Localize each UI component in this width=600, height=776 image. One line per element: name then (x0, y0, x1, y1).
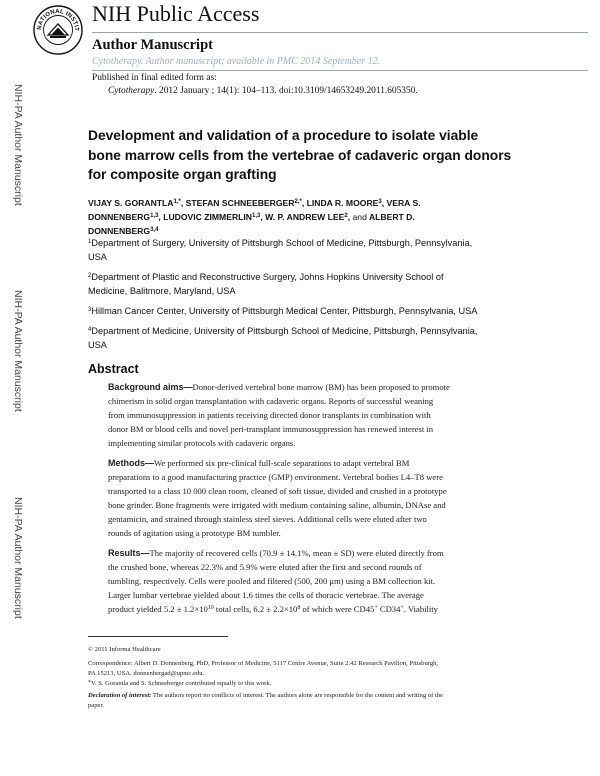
declaration-line-2: paper. (88, 702, 104, 709)
copyright-notice: © 2011 Informa Healthcare (88, 646, 161, 653)
author-sup: 1,3 (252, 213, 261, 219)
text-run: product yielded 5.2 ± 1.2×10 (108, 604, 208, 614)
sidebar-label-2: NIH-PA Author Manuscript (12, 290, 24, 412)
citation-line (108, 86, 418, 96)
author-name: LINDA R. MOORE (306, 198, 379, 208)
paragraph-line: Donor-derived vertebral bone marrow (BM) has been proposed to promote (192, 382, 450, 392)
published-in-label: Published in final edited form as: (92, 73, 217, 83)
paper-title (88, 126, 511, 185)
author-sup: 1,3 (150, 213, 159, 219)
text-run: CD34 (377, 604, 401, 614)
background-section (108, 380, 528, 450)
results-section (108, 546, 528, 616)
author-name: LUDOVIC ZIMMERLIN (163, 212, 252, 222)
paragraph-line: from immunosuppression in patients receiving directed donor transplants in combination with (108, 410, 431, 420)
footnote-rule (88, 636, 228, 637)
affiliation-text: USA (88, 340, 107, 350)
paragraph-line: donor BM or blood cells and novel peri-transplant immunosuppression has renewed interest in (108, 424, 434, 434)
background-label: Background aims— (108, 382, 193, 392)
affiliation-text: Department of Surgery, University of Pittsburgh School of Medicine, Pittsburgh, Pennsylvania, (91, 238, 473, 248)
citation-details: . 2012 January ; 14(1): 104–113. doi:10.3109/14653249.2011.605350. (154, 86, 418, 96)
title-line-2: bone marrow cells from the vertebrae of cadaveric organ donors (88, 147, 512, 163)
affiliation-text: Department of Medicine, University of Pittsburgh School of Medicine, Pittsburgh, Pennsylvania, (91, 326, 478, 336)
affiliations (88, 236, 588, 352)
affiliation-text: Hillman Cancer Center, University of Pittsburgh Medical Center, Pittsburgh, Pennsylvania, USA (91, 306, 478, 316)
affiliation-4 (88, 324, 588, 352)
results-label: Results— (108, 548, 150, 558)
affiliation-2 (88, 270, 588, 298)
title-line-3: for composite organ grafting (88, 167, 277, 182)
paragraph-line: The majority of recovered cells (70.9 ± 14.1%, mean ± SD) were eluted directly from (149, 548, 444, 558)
declaration-line-1 (88, 691, 593, 701)
affiliation-text: USA (88, 252, 107, 262)
paragraph-line: We performed six pre-clinical full-scale separations to adapt vertebral BM (154, 458, 410, 468)
author-name: DONNENBERG (88, 212, 151, 222)
footnotes (88, 645, 593, 711)
paragraph-line: chimerism in solid organ transplantation with cadaveric organs. Reports of successful weaning (108, 396, 434, 406)
journal-availability-note: Cytotherapy. Author manuscript; available in PMC 2014 September 12. (92, 56, 381, 67)
text-run: V. S. Gorantla and S. Schneeberger contributed equally to this work. (91, 680, 272, 687)
paragraph-line (108, 602, 528, 616)
paragraph-line: Larger lumbar vertebrae yielded about 1.6 times the cells of thoracic vertebrae. The average (108, 590, 424, 600)
abstract-heading: Abstract (88, 362, 139, 376)
author-sup: 1,* (173, 199, 181, 205)
author-line-1: VIJAY S. $GORANTLA^{1,*}$, STEFAN $SCHNEEBERGER^{2,*}$, LINDA R. MOORE$^3$, VERA S. (88, 198, 421, 208)
author-name: ALBERT D. (368, 212, 415, 222)
equal-contribution-note (88, 679, 593, 689)
affiliation-num: 3 (88, 307, 92, 313)
superscript: + (374, 605, 378, 611)
affiliation-1 (88, 236, 588, 264)
author-manuscript-label: Author Manuscript (92, 37, 213, 53)
exponent: 10 (207, 605, 214, 611)
paragraph-line: bone grinder. Bone fragments were irrigated with medium containing saline, albumin, DNAse and (108, 500, 446, 510)
author-name: W. P. ANDREW LEE (265, 212, 345, 222)
header-rule-top (92, 32, 588, 33)
author-sup: 2,* (294, 199, 302, 205)
superscript: + (400, 605, 404, 611)
paragraph-line: implementing similar protocols with cadaveric organs. (108, 438, 296, 448)
author-name: VIJAY S. GORANTLA (88, 198, 174, 208)
text-run: The authors report no conflicts of interest. The authors alone are responsible for the content and writing of the (151, 692, 444, 699)
affiliation-num: 1 (88, 239, 92, 245)
author-line-2: DONNENBERG$^{1,3}$, LUDOVIC ZIMMERLIN$^{1,3}$, W. P. ANDREW LEE$^2$, and ALBERT D. (88, 212, 415, 222)
sidebar-label-3: NIH-PA Author Manuscript (12, 497, 24, 619)
footnote-mark: * (88, 680, 91, 686)
text-run: . Viability (403, 604, 438, 614)
paragraph-line: preparations to a good manufacturing practice (GMP) environment. Vertebral bodies L4–T8 were (108, 472, 443, 482)
affiliation-text: Department of Plastic and Reconstructive Surgery, Johns Hopkins University School of (91, 272, 444, 282)
journal-name: Cytotherapy (108, 86, 155, 96)
paragraph-line: transported to a class 10 000 clean room, cleaned of soft tissue, divided and crushed in a prototype (108, 486, 447, 496)
affiliation-text: Medicine, Balitmore, Maryland, USA (88, 286, 236, 296)
abstract-body (108, 380, 528, 616)
author-name: VERA S. (386, 198, 421, 208)
text-run: of which were CD45 (300, 604, 375, 614)
author-and: and (352, 212, 367, 222)
paragraph-line: rounds of agitation using a prototype BM tumbler. (108, 528, 281, 538)
affiliation-num: 4 (88, 327, 92, 333)
methods-label: Methods— (108, 458, 154, 468)
paragraph-line: the crushed bone, whereas 22.3% and 5.9% were eluted after the first and second rounds of (108, 562, 422, 572)
affiliation-num: 2 (88, 273, 92, 279)
author-sup: 2 (344, 213, 348, 219)
author-sup: 3 (378, 199, 382, 205)
nih-seal-logo (32, 4, 84, 56)
sidebar-label-1: NIH-PA Author Manuscript (12, 84, 24, 206)
title-line-1: Development and validation of a procedure to isolate viable (88, 128, 479, 143)
declaration-label: Declaration of interest: (88, 692, 152, 699)
affiliation-3 (88, 304, 588, 318)
seal-text: NATIONAL INSTIT (36, 8, 80, 32)
correspondence-line-1: Correspondence: Albert D. Donnenberg, PhD, Professor of Medicine, 5117 Centre Avenue, Suite 2.42 Research Pavilion, Pittsburgh, (88, 660, 439, 667)
correspondence-line-2: PA 15213, USA. donnenbergad@upmc.edu. (88, 670, 205, 677)
header-rule-bottom (92, 70, 588, 71)
author-name: STEFAN SCHNEEBERGER (185, 198, 295, 208)
text-run: total cells, 6.2 ± 2.2×10 (213, 604, 298, 614)
author-sup: 3,4 (150, 227, 159, 233)
exponent: 8 (297, 605, 301, 611)
author-list (88, 196, 421, 238)
methods-section (108, 456, 528, 540)
author-name: DONNENBERG (88, 226, 151, 236)
paragraph-line: tumbling, respectively. Cells were pooled and filtered (500, 200 μm) using a BM collection kit. (108, 576, 436, 586)
paragraph-line: gentamicin, and strained through stainless steel sieves. Additional cells were eluted after two (108, 514, 427, 524)
nih-public-access-title: NIH Public Access (92, 1, 260, 26)
